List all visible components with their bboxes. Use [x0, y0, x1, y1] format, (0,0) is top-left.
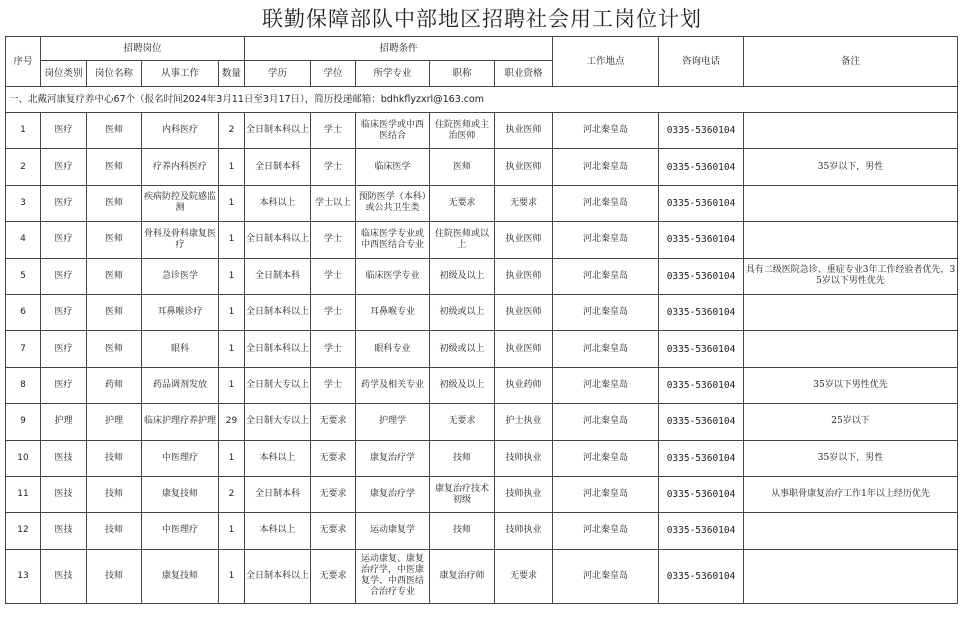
- cell-work: 疾病防控及院感监测: [142, 185, 219, 221]
- cell-qualification: 无要求: [495, 185, 553, 221]
- cell-degree: 学士以上: [311, 185, 356, 221]
- cell-location: 河北秦皇岛: [553, 367, 659, 403]
- header-title-rank: 职称: [430, 61, 495, 87]
- cell-degree: 学士: [311, 294, 356, 330]
- cell-location: 河北秦皇岛: [553, 258, 659, 294]
- cell-remarks: 35岁以下，男性: [744, 149, 958, 185]
- cell-category: 医技: [41, 476, 87, 512]
- cell-category: 医技: [41, 513, 87, 549]
- section-heading: 一、北戴河康复疗养中心67个（报名时间2024年3月11日至3月17日），简历投递邮箱：bdhkflyzxrl@163.com: [6, 87, 958, 113]
- cell-remarks: [744, 331, 958, 367]
- cell-work: 康复技师: [142, 476, 219, 512]
- cell-phone: 0335-5360104: [659, 476, 744, 512]
- cell-work: 药品调剂发放: [142, 367, 219, 403]
- cell-education: 本科以上: [245, 513, 311, 549]
- cell-degree: 学士: [311, 113, 356, 149]
- header-major: 所学专业: [356, 61, 430, 87]
- cell-category: 医疗: [41, 294, 87, 330]
- cell-work: 骨科及骨科康复医疗: [142, 222, 219, 258]
- cell-work: 耳鼻喉诊疗: [142, 294, 219, 330]
- cell-phone: 0335-5360104: [659, 185, 744, 221]
- header-row-groups: [6, 37, 958, 61]
- cell-phone: 0335-5360104: [659, 549, 744, 603]
- cell-major: 康复治疗学: [356, 476, 430, 512]
- cell-qualification: 执业医师: [495, 113, 553, 149]
- cell-category: 医技: [41, 440, 87, 476]
- cell-title-rank: 医师: [430, 149, 495, 185]
- table-row: [6, 331, 958, 367]
- cell-major: 护理学: [356, 404, 430, 440]
- cell-phone: 0335-5360104: [659, 258, 744, 294]
- cell-location: 河北秦皇岛: [553, 440, 659, 476]
- header-education: 学历: [245, 61, 311, 87]
- cell-location: 河北秦皇岛: [553, 404, 659, 440]
- cell-position-name: 医师: [87, 185, 142, 221]
- cell-location: 河北秦皇岛: [553, 294, 659, 330]
- cell-position-name: 药师: [87, 367, 142, 403]
- cell-education: 全日制本科以上: [245, 331, 311, 367]
- cell-location: 河北秦皇岛: [553, 222, 659, 258]
- cell-count: 2: [219, 113, 245, 149]
- cell-qualification: 无要求: [495, 549, 553, 603]
- cell-title-rank: 初级或以上: [430, 294, 495, 330]
- cell-remarks: [744, 549, 958, 603]
- cell-degree: 学士: [311, 331, 356, 367]
- header-remarks: 备注: [744, 37, 958, 87]
- cell-title-rank: 技师: [430, 440, 495, 476]
- header-work: 从事工作: [142, 61, 219, 87]
- table-row: [6, 476, 958, 512]
- cell-major: 临床医学专业: [356, 258, 430, 294]
- cell-category: 医疗: [41, 367, 87, 403]
- cell-position-name: 医师: [87, 113, 142, 149]
- header-category: 岗位类别: [41, 61, 87, 87]
- table-row: [6, 404, 958, 440]
- cell-no: 11: [6, 476, 41, 512]
- table-row: [6, 113, 958, 149]
- header-group-position: 招聘岗位: [41, 37, 245, 61]
- cell-no: 12: [6, 513, 41, 549]
- cell-no: 1: [6, 113, 41, 149]
- cell-major: 预防医学（本科）或公共卫生类: [356, 185, 430, 221]
- cell-count: 1: [219, 258, 245, 294]
- header-qualification: 职业资格: [495, 61, 553, 87]
- cell-work: 急诊医学: [142, 258, 219, 294]
- cell-position-name: 医师: [87, 149, 142, 185]
- cell-degree: 学士: [311, 258, 356, 294]
- cell-title-rank: 初级及以上: [430, 367, 495, 403]
- cell-phone: 0335-5360104: [659, 367, 744, 403]
- cell-work: 眼科: [142, 331, 219, 367]
- header-phone: 咨询电话: [659, 37, 744, 87]
- cell-degree: 无要求: [311, 549, 356, 603]
- cell-work: 康复技师: [142, 549, 219, 603]
- cell-category: 医疗: [41, 113, 87, 149]
- cell-degree: 学士: [311, 222, 356, 258]
- cell-degree: 无要求: [311, 513, 356, 549]
- cell-location: 河北秦皇岛: [553, 113, 659, 149]
- cell-count: 1: [219, 367, 245, 403]
- recruitment-table: [5, 36, 958, 604]
- cell-qualification: 执业医师: [495, 149, 553, 185]
- cell-education: 全日制本科以上: [245, 549, 311, 603]
- cell-qualification: 技师执业: [495, 440, 553, 476]
- cell-no: 7: [6, 331, 41, 367]
- cell-work: 疗养内科医疗: [142, 149, 219, 185]
- cell-position-name: 医师: [87, 222, 142, 258]
- cell-position-name: 医师: [87, 258, 142, 294]
- cell-education: 全日制本科以上: [245, 222, 311, 258]
- table-row: [6, 185, 958, 221]
- cell-qualification: 执业医师: [495, 294, 553, 330]
- table-row: [6, 222, 958, 258]
- cell-qualification: 技师执业: [495, 476, 553, 512]
- cell-no: 8: [6, 367, 41, 403]
- cell-no: 10: [6, 440, 41, 476]
- cell-title-rank: 康复治疗技术初级: [430, 476, 495, 512]
- cell-major: 临床医学或中西医结合: [356, 113, 430, 149]
- cell-education: 全日制大专以上: [245, 404, 311, 440]
- cell-location: 河北秦皇岛: [553, 513, 659, 549]
- cell-major: 临床医学: [356, 149, 430, 185]
- cell-no: 5: [6, 258, 41, 294]
- cell-major: 药学及相关专业: [356, 367, 430, 403]
- cell-category: 护理: [41, 404, 87, 440]
- cell-phone: 0335-5360104: [659, 404, 744, 440]
- cell-major: 耳鼻喉专业: [356, 294, 430, 330]
- cell-no: 9: [6, 404, 41, 440]
- cell-count: 1: [219, 331, 245, 367]
- cell-no: 13: [6, 549, 41, 603]
- cell-title-rank: 初级或以上: [430, 331, 495, 367]
- cell-education: 全日制本科以上: [245, 294, 311, 330]
- cell-major: 运动康复学: [356, 513, 430, 549]
- cell-degree: 学士: [311, 149, 356, 185]
- section-row: [6, 87, 958, 113]
- cell-count: 1: [219, 185, 245, 221]
- cell-location: 河北秦皇岛: [553, 476, 659, 512]
- cell-position-name: 护理: [87, 404, 142, 440]
- cell-count: 29: [219, 404, 245, 440]
- table-row: [6, 367, 958, 403]
- cell-remarks: 从事职骨康复治疗工作1年以上经历优先: [744, 476, 958, 512]
- header-position-name: 岗位名称: [87, 61, 142, 87]
- cell-remarks: [744, 294, 958, 330]
- cell-count: 1: [219, 513, 245, 549]
- cell-no: 2: [6, 149, 41, 185]
- cell-major: 眼科专业: [356, 331, 430, 367]
- cell-qualification: 执业医师: [495, 222, 553, 258]
- cell-education: 全日制本科: [245, 476, 311, 512]
- cell-category: 医疗: [41, 258, 87, 294]
- header-count: 数量: [219, 61, 245, 87]
- cell-degree: 学士: [311, 367, 356, 403]
- cell-work: 中医理疗: [142, 513, 219, 549]
- header-group-conditions: 招聘条件: [245, 37, 553, 61]
- table-row: [6, 440, 958, 476]
- cell-category: 医疗: [41, 331, 87, 367]
- cell-count: 2: [219, 476, 245, 512]
- cell-position-name: 医师: [87, 331, 142, 367]
- cell-position-name: 技师: [87, 476, 142, 512]
- cell-phone: 0335-5360104: [659, 149, 744, 185]
- cell-title-rank: 住院医师或主治医师: [430, 113, 495, 149]
- cell-count: 1: [219, 222, 245, 258]
- cell-degree: 无要求: [311, 404, 356, 440]
- cell-position-name: 医师: [87, 294, 142, 330]
- cell-remarks: 具有二级医院急诊、重症专业3年工作经验者优先，35岁以下男性优先: [744, 258, 958, 294]
- cell-title-rank: 无要求: [430, 404, 495, 440]
- header-seq: 序号: [6, 37, 41, 87]
- cell-location: 河北秦皇岛: [553, 331, 659, 367]
- cell-count: 1: [219, 149, 245, 185]
- table-row: [6, 258, 958, 294]
- cell-no: 3: [6, 185, 41, 221]
- header-degree: 学位: [311, 61, 356, 87]
- cell-phone: 0335-5360104: [659, 222, 744, 258]
- cell-degree: 无要求: [311, 476, 356, 512]
- cell-remarks: 25岁以下: [744, 404, 958, 440]
- cell-no: 6: [6, 294, 41, 330]
- cell-remarks: [744, 113, 958, 149]
- table-row: [6, 149, 958, 185]
- table-row: [6, 294, 958, 330]
- cell-title-rank: 初级及以上: [430, 258, 495, 294]
- cell-category: 医技: [41, 549, 87, 603]
- cell-title-rank: 技师: [430, 513, 495, 549]
- cell-remarks: [744, 222, 958, 258]
- cell-title-rank: 康复治疗师: [430, 549, 495, 603]
- cell-remarks: [744, 513, 958, 549]
- cell-category: 医疗: [41, 185, 87, 221]
- cell-no: 4: [6, 222, 41, 258]
- cell-location: 河北秦皇岛: [553, 149, 659, 185]
- cell-remarks: 35岁以下男性优先: [744, 367, 958, 403]
- cell-qualification: 技师执业: [495, 513, 553, 549]
- cell-work: 内科医疗: [142, 113, 219, 149]
- cell-degree: 无要求: [311, 440, 356, 476]
- cell-count: 1: [219, 294, 245, 330]
- cell-title-rank: 住院医师或以上: [430, 222, 495, 258]
- cell-phone: 0335-5360104: [659, 440, 744, 476]
- cell-remarks: 35岁以下，男性: [744, 440, 958, 476]
- cell-education: 本科以上: [245, 440, 311, 476]
- cell-location: 河北秦皇岛: [553, 185, 659, 221]
- cell-qualification: 执业药师: [495, 367, 553, 403]
- header-location: 工作地点: [553, 37, 659, 87]
- cell-education: 全日制本科: [245, 149, 311, 185]
- table-row: [6, 513, 958, 549]
- cell-phone: 0335-5360104: [659, 294, 744, 330]
- cell-phone: 0335-5360104: [659, 513, 744, 549]
- cell-education: 全日制大专以上: [245, 367, 311, 403]
- cell-work: 中医理疗: [142, 440, 219, 476]
- table-row: [6, 549, 958, 603]
- cell-count: 1: [219, 549, 245, 603]
- cell-position-name: 技师: [87, 549, 142, 603]
- cell-major: 运动康复、康复治疗学，中医康复学、中西医结合治疗专业: [356, 549, 430, 603]
- cell-major: 康复治疗学: [356, 440, 430, 476]
- page-title: 联勤保障部队中部地区招聘社会用工岗位计划: [262, 7, 702, 31]
- cell-education: 全日制本科以上: [245, 113, 311, 149]
- cell-qualification: 护士执业: [495, 404, 553, 440]
- cell-phone: 0335-5360104: [659, 113, 744, 149]
- cell-remarks: [744, 185, 958, 221]
- cell-position-name: 技师: [87, 440, 142, 476]
- cell-qualification: 执业医师: [495, 331, 553, 367]
- cell-qualification: 执业医师: [495, 258, 553, 294]
- cell-title-rank: 无要求: [430, 185, 495, 221]
- cell-location: 河北秦皇岛: [553, 549, 659, 603]
- cell-education: 全日制本科: [245, 258, 311, 294]
- cell-education: 本科以上: [245, 185, 311, 221]
- cell-category: 医疗: [41, 149, 87, 185]
- cell-position-name: 技师: [87, 513, 142, 549]
- cell-major: 临床医学专业或中西医结合专业: [356, 222, 430, 258]
- cell-phone: 0335-5360104: [659, 331, 744, 367]
- cell-count: 1: [219, 440, 245, 476]
- cell-category: 医疗: [41, 222, 87, 258]
- cell-work: 临床护理疗养护理: [142, 404, 219, 440]
